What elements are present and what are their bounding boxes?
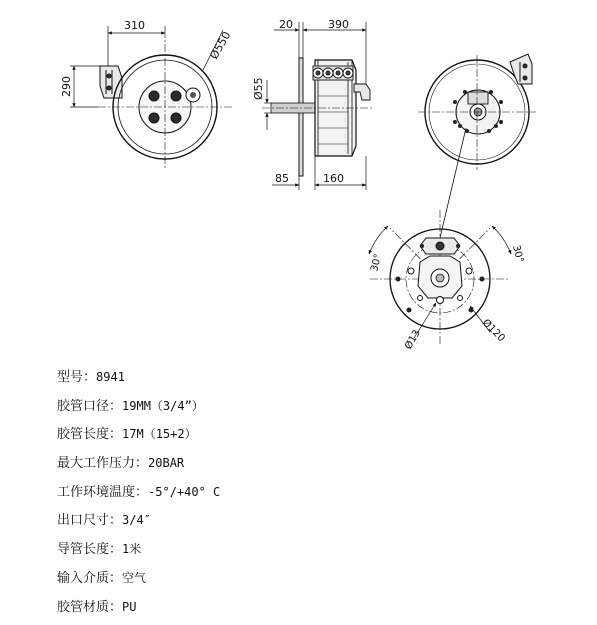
- spec-row-hose-length: [57, 424, 220, 453]
- spec-row-hose-material: [57, 597, 220, 625]
- dim-detail-hole: Ø13: [402, 328, 423, 352]
- spec-row-max-pressure: [57, 453, 220, 482]
- spec-value: 1米: [122, 542, 141, 556]
- spec-label: 工作环境温度：: [57, 485, 148, 500]
- spec-label: 胶管长度：: [57, 427, 122, 442]
- dim-detail-angle-left: 30°: [369, 253, 384, 273]
- rear-view: [418, 54, 536, 170]
- spec-value: 3/4″: [122, 513, 151, 527]
- spec-row-lead-hose: [57, 539, 220, 568]
- spec-value: 17M（15+2）: [122, 427, 197, 441]
- rear-bracket: [510, 54, 532, 84]
- spec-label: 型号：: [57, 370, 96, 385]
- detail-swivel-block: [420, 238, 460, 254]
- spec-row-model: [57, 367, 220, 396]
- spec-label: 胶管口径：: [57, 399, 122, 414]
- dim-side-shaft: Ø55: [252, 77, 265, 100]
- spec-row-outlet-size: [57, 510, 220, 539]
- spec-list: [57, 367, 220, 625]
- spec-row-medium: [57, 568, 220, 597]
- side-mount-plate: [299, 58, 303, 176]
- spec-label: 输入介质：: [57, 571, 122, 586]
- front-hub-hole: [171, 113, 181, 123]
- dim-side-offset: 20: [279, 18, 293, 31]
- detail-dimension-leaders: [414, 303, 490, 338]
- spec-value: -5°/+40° C: [148, 485, 220, 499]
- spec-label: 胶管材质：: [57, 600, 122, 615]
- dim-detail-pcd: Ø120: [480, 317, 508, 345]
- spec-label: 导管长度：: [57, 542, 122, 557]
- spec-value: 空气: [122, 571, 146, 585]
- dim-side-base-left: 85: [275, 172, 289, 185]
- spec-value: 19MM（3/4”）: [122, 399, 204, 413]
- front-hub-hole: [171, 91, 181, 101]
- spec-value: 20BAR: [148, 456, 184, 470]
- spec-row-temperature: [57, 482, 220, 511]
- front-hub-hole: [149, 113, 159, 123]
- detail-leader-line: [439, 128, 466, 242]
- spec-label: 最大工作压力：: [57, 456, 148, 471]
- spec-value: PU: [122, 600, 136, 614]
- spec-label: 出口尺寸：: [57, 513, 122, 528]
- side-top-fittings: [313, 66, 353, 80]
- dim-front-diameter: Ø550: [207, 29, 233, 61]
- dim-front-width: 310: [124, 19, 145, 32]
- dim-detail-angle-right: 30°: [510, 244, 525, 264]
- dim-side-depth: 390: [328, 18, 349, 31]
- dim-side-base: 160: [323, 172, 344, 185]
- side-view: [262, 58, 372, 176]
- dim-front-height: 290: [60, 76, 73, 97]
- spec-row-hose-bore: [57, 396, 220, 425]
- front-hub-hole: [149, 91, 159, 101]
- spec-value: 8941: [96, 370, 125, 384]
